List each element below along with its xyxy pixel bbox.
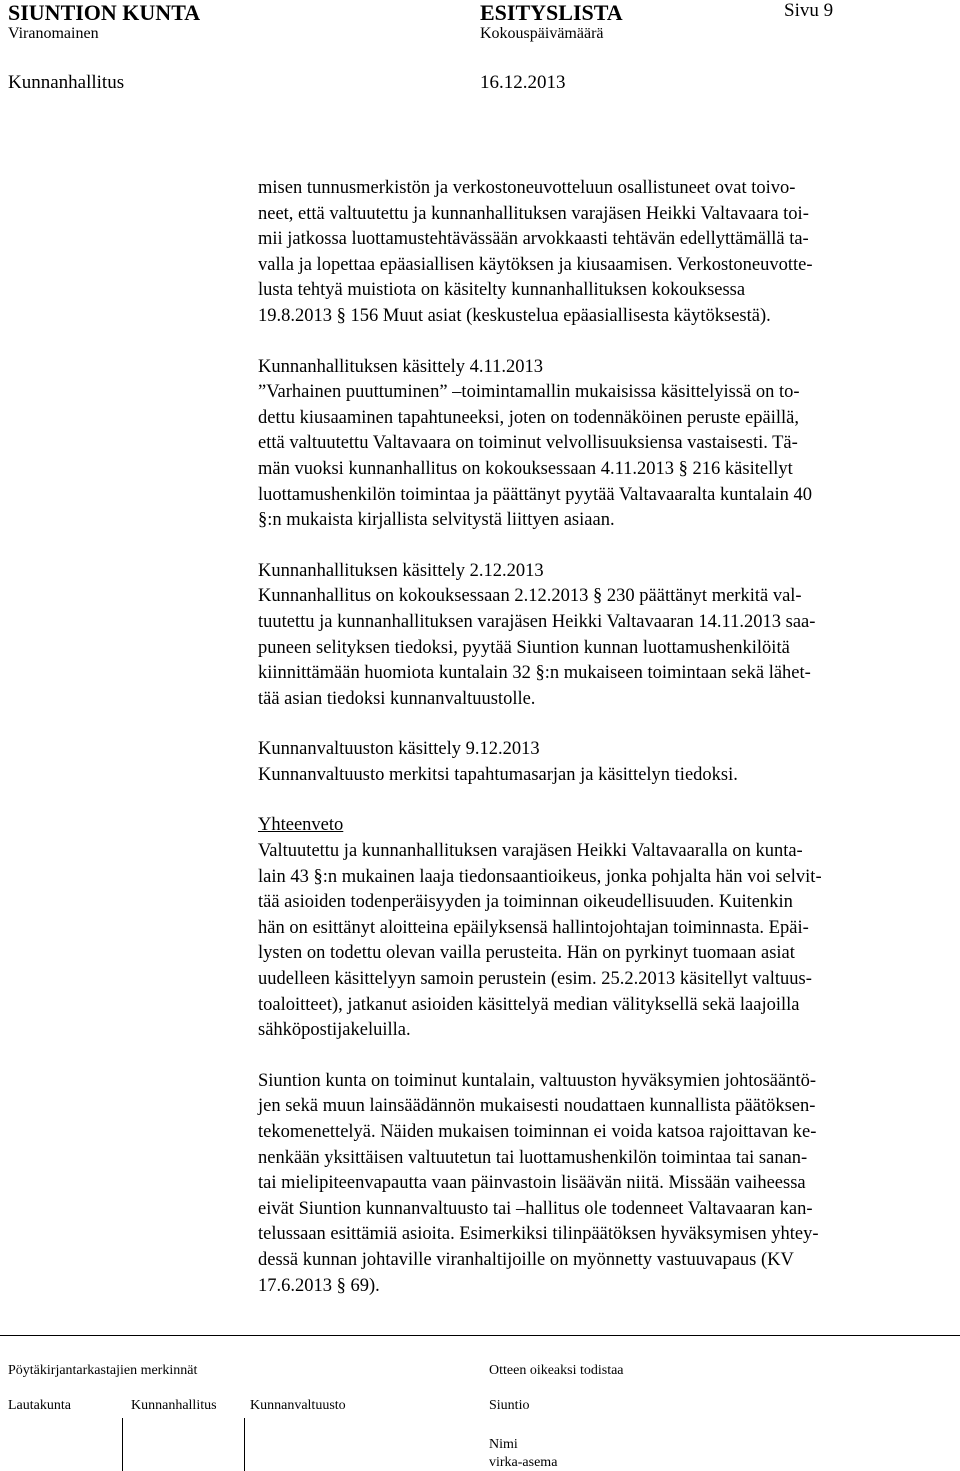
text-line: §:n mukaista kirjallista selvitystä liittyen asiaan. — [258, 510, 615, 531]
text-line: nenkään yksittäisen valtuutetun tai luottamushenkilön toimintaa tai sanan- — [258, 1147, 808, 1168]
text-line: luottamushenkilön toimintaa ja päättänyt pyytää Valtavaaralta kuntalain 40 — [258, 484, 812, 505]
text-line: mii jatkossa luottamustehtävässään arvokkaasti tehtävän edellyttämällä ta- — [258, 229, 809, 250]
text-line: hän on esittänyt aloitteina epäilyksensä hallintojohtajan toiminnasta. Epäi- — [258, 917, 809, 938]
blank-line — [258, 330, 950, 355]
footer-place-label: Siuntio — [489, 1398, 530, 1413]
blank-line — [258, 788, 950, 813]
document-body — [258, 176, 950, 1299]
text-line: män vuoksi kunnanhallitus on kokouksessaan 4.11.2013 § 216 käsitellyt — [258, 458, 793, 479]
text-line: Valtuutettu ja kunnanhallituksen varajäsen Heikki Valtavaaralla on kunta- — [258, 841, 803, 862]
text-line: tää asian tiedoksi kunnanvaltuustolle. — [258, 688, 536, 709]
footer-notes-label: Pöytäkirjantarkastajien merkinnät — [8, 1363, 198, 1378]
text-line: Kunnanhallitus on kokouksessaan 2.12.2013 § 230 päättänyt merkitä val- — [258, 586, 802, 607]
footer-board-label: Lautakunta — [8, 1398, 71, 1413]
blank-line — [258, 1044, 950, 1069]
section-heading: Kunnanvaltuuston käsittely 9.12.2013 — [258, 739, 540, 760]
footer-council-label: Kunnanhallitus — [131, 1398, 217, 1413]
text-line: 17.6.2013 § 69). — [258, 1275, 380, 1296]
text-line: Siuntion kunta on toiminut kuntalain, valtuuston hyväksymien johtosääntö- — [258, 1070, 817, 1091]
text-line: Kunnanvaltuusto merkitsi tapahtumasarjan ja käsittelyn tiedoksi. — [258, 764, 738, 785]
text-line: tekomenettelyä. Näiden mukaisen toiminnan ei voida katsoa rajoittavan ke- — [258, 1122, 817, 1142]
footer-divider — [0, 1335, 960, 1336]
text-line: että valtuutettu Valtavaara on toiminut velvollisuuksiensa vastaisesti. Tä- — [258, 433, 798, 454]
text-line: lysten on todettu olevan vailla perusteita. Hän on pyrkinyt tuomaan asiat — [258, 943, 795, 964]
meeting-date: 16.12.2013 — [480, 72, 566, 93]
text-line: tää asioiden todenperäisyyden ja toiminnan oikeudellisuuden. Kuitenkin — [258, 892, 793, 913]
text-line: lain 43 §:n mukainen laaja tiedonsaantioikeus, jonka pohjalta hän voi selvit- — [258, 866, 822, 887]
authority-name: Kunnanhallitus — [8, 72, 125, 93]
section-heading: Kunnanhallituksen käsittely 4.11.2013 — [258, 356, 543, 377]
meeting-date-label: Kokouspäivämäärä — [480, 25, 604, 42]
text-line: lusta tehtyä muistiota on käsitelty kunnanhallituksen kokouksessa — [258, 280, 746, 301]
footer-name-label: Nimi — [489, 1437, 518, 1452]
authority-label: Viranomainen — [8, 25, 99, 42]
summary-heading: Yhteenveto — [258, 815, 344, 836]
document-type: ESITYSLISTA — [480, 0, 623, 25]
blank-line — [258, 534, 950, 559]
text-line: puneen selityksen tiedoksi, pyytää Siuntion kunnan luottamushenkilöitä — [258, 637, 790, 658]
footer-column-divider — [122, 1418, 123, 1471]
text-line: eivät Siuntion kunnanvaltuusto tai –hallitus ole todenneet Valtavaaran kan- — [258, 1198, 813, 1219]
footer-assembly-label: Kunnanvaltuusto — [250, 1398, 346, 1413]
text-line: dettu kiusaaminen tapahtuneeksi, joten on todennäköinen peruste epäillä, — [258, 407, 799, 428]
page-number: Sivu 9 — [784, 0, 834, 21]
text-line: tuutettu ja kunnanhallituksen varajäsen Heikki Valtavaaran 14.11.2013 saa- — [258, 611, 816, 632]
section-heading: Kunnanhallituksen käsittely 2.12.2013 — [258, 560, 544, 581]
text-line: uudelleen käsittelyyn samoin perustein (esim. 25.2.2013 käsitellyt valtuus- — [258, 969, 812, 990]
text-line: tai mielipiteenvapautta vaan päinvastoin lisäävän niitä. Missään vaiheessa — [258, 1173, 806, 1194]
text-line: valla ja lopettaa epäasiallisen käytöksen ja kiusaamisen. Verkostoneuvotte- — [258, 254, 813, 275]
text-line: ”Varhainen puuttuminen” –toimintamallin mukaisissa käsittelyissä on to- — [258, 382, 800, 403]
org-name: SIUNTION KUNTA — [8, 0, 201, 25]
text-line: sähköpostijakeluilla. — [258, 1020, 411, 1041]
text-line: 19.8.2013 § 156 Muut asiat (keskustelua epäasiallisesta käytöksestä). — [258, 305, 771, 326]
text-line: misen tunnusmerkistön ja verkostoneuvotteluun osallistuneet ovat toivo- — [258, 178, 796, 198]
text-line: jen sekä muun lainsäädännön mukaisesti noudattaen kunnallista päätöksen- — [258, 1096, 816, 1117]
text-line: neet, että valtuutettu ja kunnanhallituksen varajäsen Heikki Valtavaara toi- — [258, 203, 809, 224]
text-line: toaloitteet), jatkanut asioiden käsittelyä median välityksellä sekä laajoilla — [258, 994, 800, 1015]
blank-line — [258, 712, 950, 737]
footer-certified-label: Otteen oikeaksi todistaa — [489, 1363, 624, 1378]
text-line: kiinnittämään huomiota kuntalain 32 §:n mukaiseen toimintaan sekä lähet- — [258, 663, 811, 684]
text-line: telussaan esittämiä asioita. Esimerkiksi tilinpäätöksen hyväksymisen yhtey- — [258, 1224, 819, 1245]
text-line: dessä kunnan johtaville viranhaltijoille on myönnetty vastuuvapaus (KV — [258, 1249, 794, 1270]
footer-column-divider — [244, 1418, 245, 1471]
footer-title-label: virka-asema — [489, 1455, 558, 1470]
